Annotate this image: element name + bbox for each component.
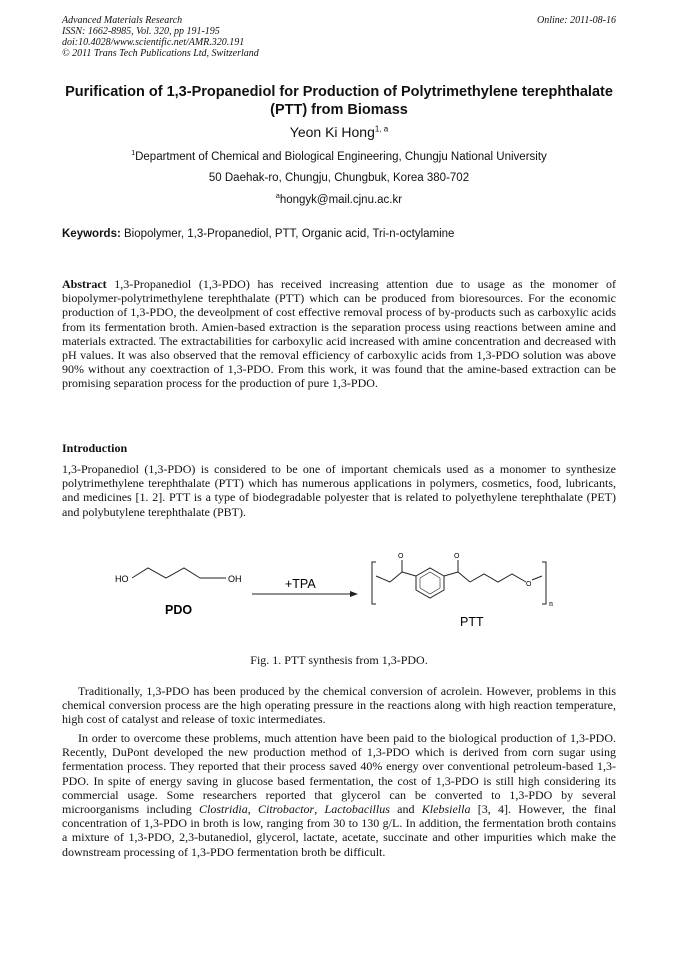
ptt-n: n <box>549 599 553 608</box>
email: hongyk@mail.cjnu.ac.kr <box>279 193 403 206</box>
doi: doi:10.4028/www.scientific.net/AMR.320.191 <box>62 37 245 48</box>
affiliation-address: 50 Daehak-ro, Chungju, Chungbuk, Korea 380-702 <box>208 172 470 184</box>
abstract <box>62 277 616 391</box>
ptt-o2: O <box>454 553 460 560</box>
ptt-bond <box>458 572 470 582</box>
affiliation-sup: 1 <box>131 150 136 157</box>
journal-header <box>62 15 259 59</box>
journal-name: Advanced Materials Research <box>62 15 183 26</box>
organism-klebsiella: Klebsiella <box>421 802 471 817</box>
arrow-label: +TPA <box>285 577 316 591</box>
intro-para1: 1,3-Propanediol (1,3-PDO) is considered to be one of important chemicals used as a monomer to synthesize polytrimethylene terephthalate (PTT) which has numerous applications in polymers, cosmetics, food, lubricants, and medicines [1. 2]. PTT is a type of biodegradable polyester that is related to polyethylene terephthalate (PET) and polybutylene terephthalate (PBT). <box>62 462 616 519</box>
figure-caption: Fig. 1. PTT synthesis from 1,3-PDO. <box>250 653 428 667</box>
ptt-bracket-right <box>542 562 546 604</box>
intro-para3 <box>62 731 616 859</box>
ptt-o3: O <box>526 581 532 588</box>
sep: , <box>247 802 258 817</box>
online-date: Online: 2011-08-16 <box>537 15 616 26</box>
organism-lactobacillus: Lactobacillus <box>324 802 390 817</box>
keywords-text: Biopolymer, 1,3-Propanediol, PTT, Organic acid, Tri-n-octylamine <box>124 228 455 240</box>
paper-title: Purification of 1,3-Propanediol for Production of Polytrimethylene terephthalate (PTT) from Biomass <box>65 84 613 118</box>
pdo-ho: HO <box>115 574 129 584</box>
pdo-label: PDO <box>165 603 193 617</box>
affiliation-line1 <box>62 150 616 163</box>
ptt-bond <box>444 572 458 576</box>
author <box>62 124 616 140</box>
sep: and <box>389 802 422 817</box>
pdo-chain <box>132 568 200 578</box>
ptt-synthesis-figure <box>100 548 580 638</box>
ptt-bond <box>402 572 416 576</box>
affiliation-email <box>62 193 616 206</box>
section-heading: Introduction <box>62 441 128 455</box>
abstract-text: 1,3-Propanediol (1,3-PDO) has received increasing attention due to usage as the monomer of biopolymer-polytrimethylene terephthalate (PTT) which can be produced from bioresources. For the economic production of 1,3-PDO, the deveolpment of cost effective removal process of by-products such as carboxylic acids from its fermentation broth. Amien-based extraction is the separation process using reactions between amine and materials extracted. The extractabilities for carboxylic acid increased with amine concentration and decreased with pH values. It was also observed that the removal efficiency of carboxylic acids from 1,3-PDO solution was above 90% without any coextraction of 1,3-PDO. From this work, it was found that the amine-based extraction can be promising separation process for the production of pure 1,3-PDO. <box>62 277 616 391</box>
ptt-bond <box>376 576 390 582</box>
email-sup: a <box>275 193 280 200</box>
ptt-bracket-left <box>372 562 376 604</box>
intro-para2: Traditionally, 1,3-PDO has been produced by the chemical conversion of acrolein. However, problems in this chemical conversion process are the high operating pressure in the reactions along with high reaction temperature, high cost of catalyst and release of toxic intermediates. <box>62 684 616 727</box>
copyright: © 2011 Trans Tech Publications Ltd, Switzerland <box>62 48 259 59</box>
ptt-o1: O <box>398 553 404 560</box>
pdo-oh: OH <box>228 574 242 584</box>
ptt-bond <box>390 572 402 582</box>
abstract-label: Abstract <box>62 277 107 291</box>
issn: ISSN: 1662-8985, Vol. 320, pp 191-195 <box>62 26 220 37</box>
ptt-label: PTT <box>460 615 484 629</box>
author-name: Yeon Ki Hong <box>289 124 375 140</box>
reaction-arrow-head <box>350 591 358 597</box>
sep: , <box>314 802 325 817</box>
affiliation-dept: Department of Chemical and Biological Engineering, Chungju National University <box>135 150 547 163</box>
para3-part-b: [3, 4]. However, the final concentration of 1,3-PDO in broth is low, ranging from 30 to 130 g/L. In addition, the fermentation broth contains a mixture of 1,3-PDO, 2,3-butanediol, glycerol, lactate, acetate, succinate and other impurities which make the downstream processing of 1,3-PDO fermentation broth be difficult. <box>62 802 617 859</box>
ptt-bond <box>532 576 542 580</box>
keywords <box>62 228 616 240</box>
organism-clostridia: Clostridia <box>199 802 248 817</box>
organism-citrobactor: Citrobactor <box>258 802 315 817</box>
keywords-label: Keywords: <box>62 228 121 240</box>
ptt-benzene-inner <box>420 572 440 594</box>
para3-part-a: In order to overcome these problems, much attention have been paid to the biological production of 1,3-PDO. Recently, DuPont developed the new production method of 1,3-PDO which is derived from corn sugar using fermentation process. They reported that their process saved 40% energy over conventional petroleum-based 1,3-PDO. In spite of energy saving in glucose based fermentation, the cost of 1,3-PDO is still high considering its commercial usage. Some researchers reported that glycerol can be converted to 1,3-PDO by several microorganisms including <box>62 731 616 817</box>
ptt-chain <box>470 574 526 582</box>
author-sup: 1, a <box>374 124 389 134</box>
